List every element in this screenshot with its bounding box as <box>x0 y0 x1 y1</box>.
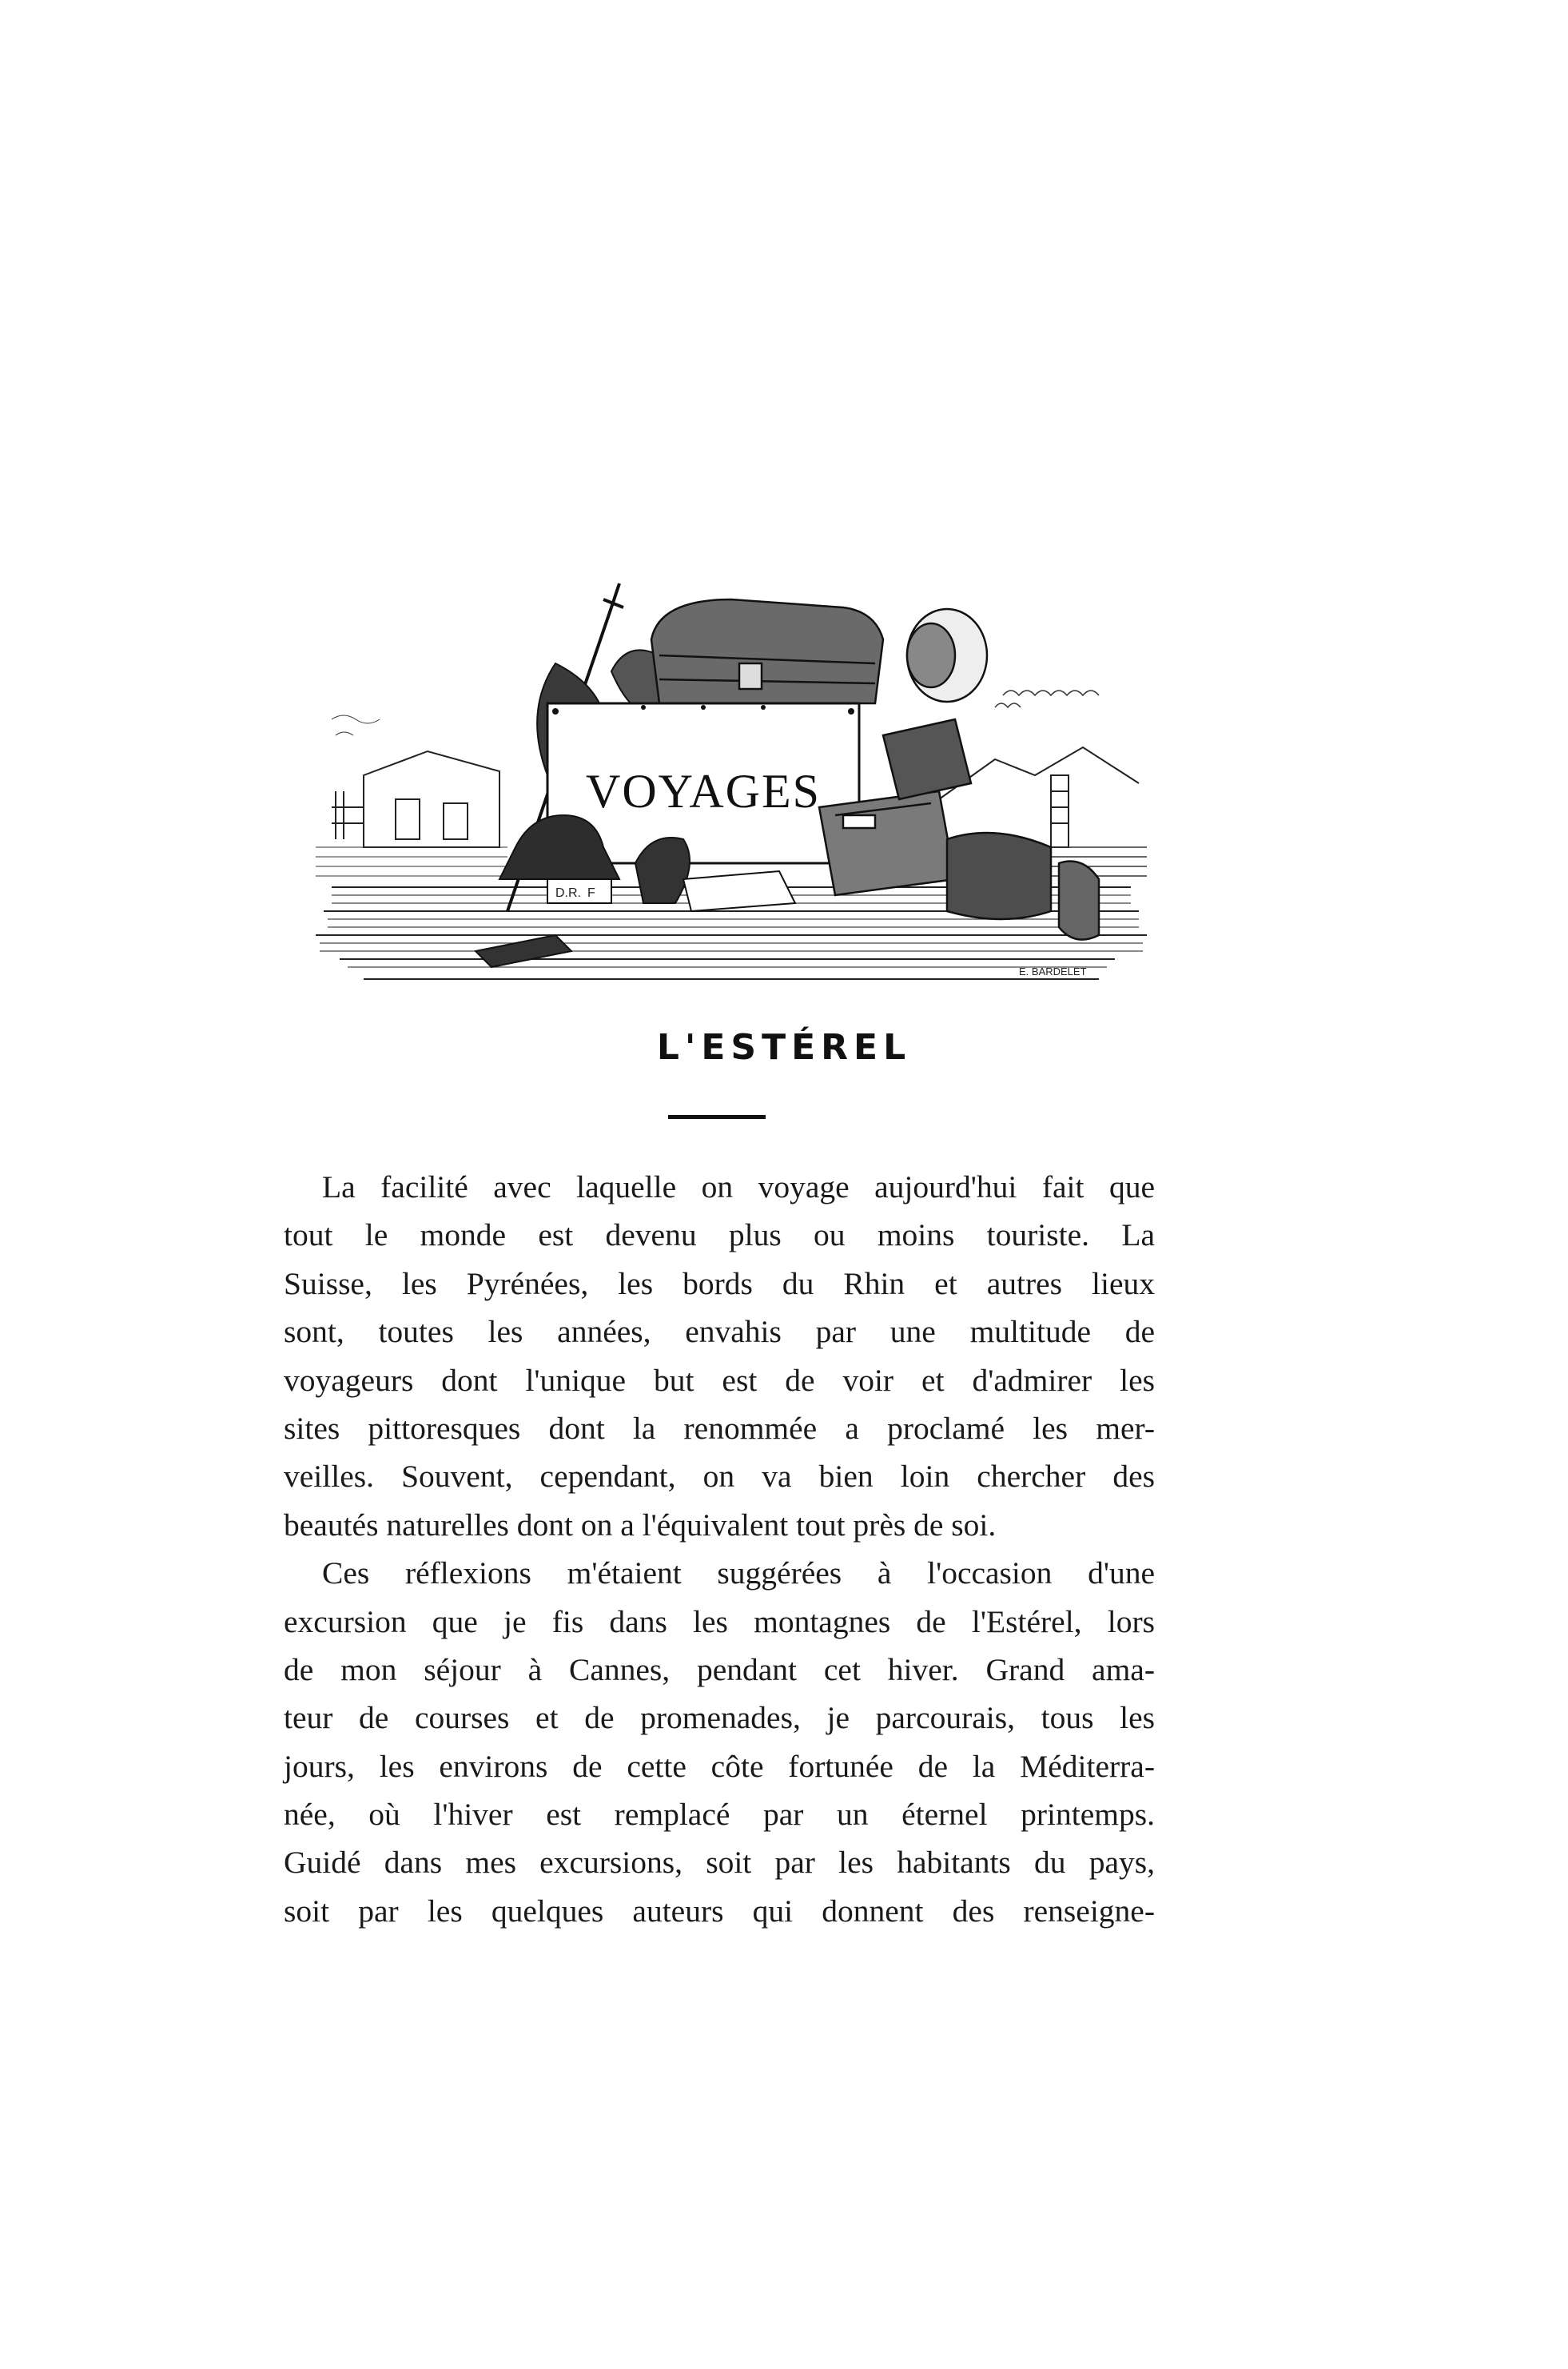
text-line: Guidé dans mes excursions, soit par les habitants du pays, <box>284 1845 1155 1881</box>
text-line: sites pittoresques dont la renommée a proclamé les mer- <box>284 1410 1155 1446</box>
text-line: soit par les quelques auteurs qui donnent des renseigne- <box>284 1893 1155 1929</box>
paragraph <box>284 1549 1155 1935</box>
text-line: teur de courses et de promenades, je parcourais, tous les <box>284 1700 1155 1736</box>
text-line: née, où l'hiver est remplacé par un éternel printemps. <box>284 1797 1155 1833</box>
luggage-label: D.R. <box>555 886 581 900</box>
text-line: Ces réflexions m'étaient suggérées à l'occasion d'une <box>322 1555 1155 1591</box>
text-line: excursion que je fis dans les montagnes de l'Estérel, lors <box>284 1603 1155 1639</box>
vignette-title: VOYAGES <box>585 765 822 818</box>
text-line: beautés naturelles dont on a l'équivalent tout près de soi. <box>284 1507 997 1543</box>
text-line: jours, les environs de cette côte fortunée de la Méditerra- <box>284 1748 1155 1784</box>
voyages-vignette-illustration <box>316 575 1147 991</box>
text-line: sont, toutes les années, envahis par une multitude de <box>284 1314 1155 1350</box>
paragraph <box>284 1163 1155 1549</box>
text-line: de mon séjour à Cannes, pendant cet hiver. Grand ama- <box>284 1651 1155 1687</box>
text-line: veilles. Souvent, cependant, on va bien loin chercher des <box>284 1459 1155 1495</box>
text-line: voyageurs dont l'unique but est de voir et d'admirer les <box>284 1362 1155 1398</box>
body-text <box>284 1163 1155 1935</box>
engraver-signature: E. BARDELET <box>1019 966 1087 977</box>
luggage-label: F <box>587 886 595 900</box>
text-line: La facilité avec laquelle on voyage aujourd'hui fait que <box>322 1169 1155 1204</box>
chapter-title: L'ESTÉREL <box>656 1027 912 1068</box>
text-line: Suisse, les Pyrénées, les bords du Rhin et autres lieux <box>284 1265 1155 1301</box>
text-line: tout le monde est devenu plus ou moins touriste. La <box>284 1217 1155 1253</box>
title-divider <box>668 1115 766 1119</box>
